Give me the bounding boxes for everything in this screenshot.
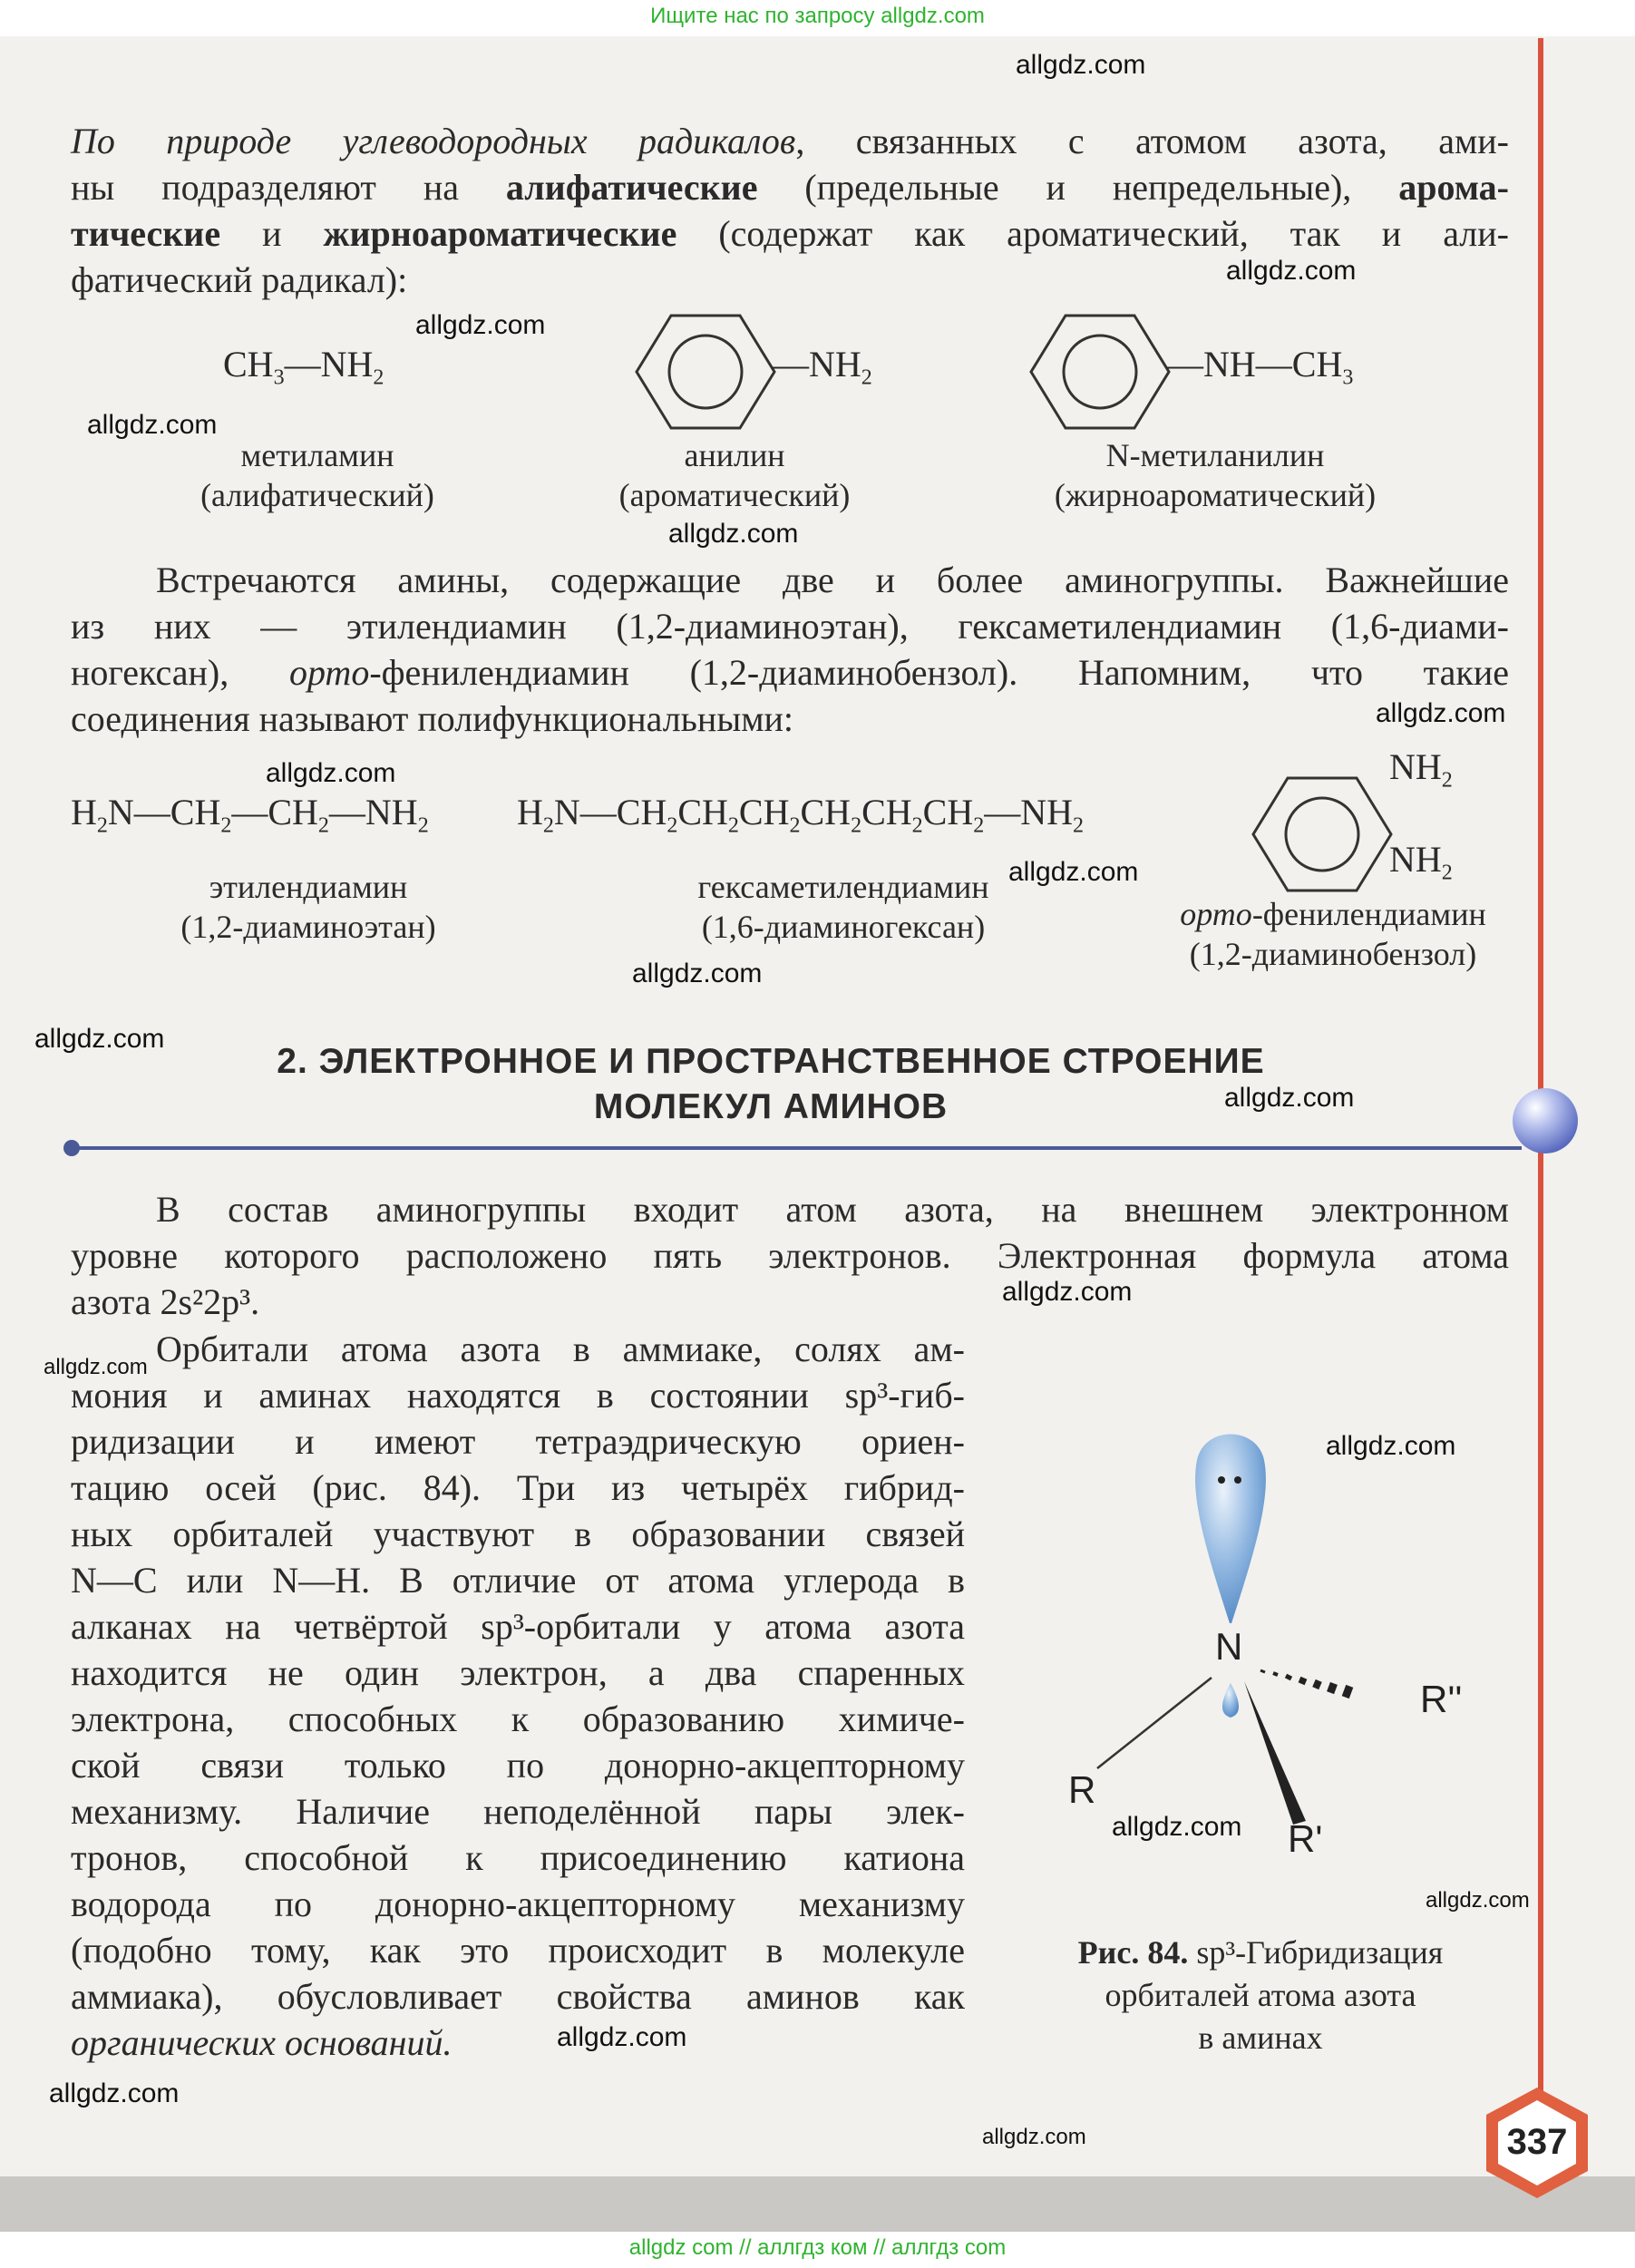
hybridization-paragraph [71,1326,965,2066]
watermark: allgdz.com [415,310,546,340]
atom-n-label: N [1215,1625,1243,1668]
watermark: allgdz.com [1226,256,1357,286]
term-aromatic: арома- [1398,167,1509,208]
heading-line: 2. ЭЛЕКТРОННОЕ И ПРОСТРАНСТВЕННОЕ СТРОЕНИЕ [277,1042,1265,1081]
watermark: allgdz.com [266,758,396,788]
watermark: allgdz.com [632,959,763,988]
substituent-r-prime: R' [1288,1817,1323,1860]
formula-part: —NH—CH [1167,344,1343,384]
polyfunctional-paragraph [71,557,1509,742]
watermark: allgdz.com [34,1024,165,1054]
para-text: ридизации и имеют тетраэдрическую ориен- [71,1421,965,1462]
term-aromatic-end: тические [71,213,221,254]
watermark: allgdz.com [1002,1277,1133,1307]
term-aliphatic: алифатические [505,167,758,208]
small-lobe [1222,1683,1239,1718]
sp3-orbital-figure [1034,1415,1469,1886]
watermark: allgdz.com [1224,1083,1355,1113]
electron-paragraph [71,1186,1509,1325]
caption-text: орбиталей атома азота [1105,1977,1416,2013]
para-text: из них — этилендиамин (1,2-диаминоэтан), гексаметилендиамин (1,6-диами- [71,606,1509,647]
formula-sub: 3 [273,365,285,390]
formula-sub: 2 [861,365,872,390]
phenylenediamine-caption [1134,894,1533,974]
section-heading [181,1039,1360,1130]
compound-name-prefix: орто [1180,896,1252,932]
formula-part: NH [1389,746,1442,787]
phenylenediamine-nh2-top [1389,745,1453,793]
compound-name: гексаметилендиамин [697,869,989,905]
compound-kind: (жирноароматический) [1054,477,1377,513]
formula-sub: 3 [1342,365,1354,390]
para-text: водорода по донорно-акцепторному механизму [71,1884,965,1924]
para-text: алканах на четвёртой sp³-орбитали у атома азота [71,1606,965,1647]
watermark: allgdz.com [668,519,799,549]
page-number-badge [1478,2084,1596,2202]
formula-sub: 2 [1441,768,1453,793]
watermark: allgdz.com [44,1355,148,1379]
compound-systematic: (1,2-диаминобензол) [1189,936,1477,972]
hexamethylenediamine-formula: $H_2N—CH_2CH_2CH_2CH_2CH_2CH_2—NH_2$ [517,792,1085,838]
compound-kind: (алифатический) [200,477,434,513]
hexamethylenediamine-caption [653,867,1034,947]
benzene-ring-aniline [635,308,780,435]
term-fatty-aromatic: жирноароматические [323,213,677,254]
para-text: В состав аминогруппы входит атом азота, на внешнем электронном [156,1189,1509,1230]
bond-r-prime [1244,1681,1306,1825]
decorative-sphere [1513,1088,1578,1153]
intro-text: (предельные и непредельные), [757,167,1399,208]
para-text: -фенилендиамин (1,2-диаминобензол). Напомним, что такие [369,652,1510,693]
para-text: Орбитали атома азота в аммиаке, солях ам- [156,1329,965,1369]
watermark: allgdz.com [982,2125,1086,2149]
para-text: находится не один электрон, а два спаренных [71,1652,965,1693]
compound-name: метиламин [240,437,394,473]
compound-systematic: (1,6-диаминогексан) [701,909,986,945]
compound-name: анилин [684,437,785,473]
para-italic: органических оснований. [71,2022,453,2063]
watermark: allgdz.com [1376,698,1506,728]
watermark: allgdz.com [1112,1812,1242,1842]
bond-r [1097,1678,1212,1768]
methylaniline-caption [1016,435,1415,515]
para-text: соединения называют полифункциональными: [71,698,794,739]
para-text: ской связи только по донорно-акцепторному [71,1745,965,1786]
intro-text: (содержат как ароматический, так и али- [676,213,1509,254]
intro-paragraph [71,118,1509,303]
substituent-r-double-prime: R'' [1420,1678,1463,1720]
para-text: электрона, способных к образованию химиче- [71,1699,965,1739]
ethylenediamine-formula: $H_2N—CH_2—CH_2—NH_2$ [71,792,429,838]
compound-systematic: (1,2-диаминоэтан) [180,909,436,945]
top-banner [0,0,1635,36]
aniline-formula [773,343,872,390]
aniline-caption [562,435,907,515]
page-margin-rule [1538,38,1543,2124]
para-text: мония и аминах находятся в состоянии sp³-гиб- [71,1375,965,1416]
methylamine-caption [136,435,499,515]
page-bottom-band [0,2176,1635,2233]
benzene-ring-phenylenediamine [1251,771,1397,898]
intro-text: фатический радикал): [71,259,408,300]
compound-kind: (ароматический) [618,477,851,513]
heading-line: МОЛЕКУЛ АМИНОВ [593,1087,949,1126]
methylamine-formula [223,343,384,390]
caption-label: Рис. 84. [1077,1934,1189,1971]
watermark: allgdz.com [1326,1431,1456,1461]
para-text: уровне которого расположено пять электронов. Электронная формула атома [71,1235,1509,1276]
ethylenediamine-caption [109,867,508,947]
watermark: allgdz.com [87,410,218,440]
substituent-r: R [1068,1768,1096,1811]
divider-end-dot [63,1140,80,1156]
page-number: 337 [1506,2122,1568,2162]
para-text: тацию осей (рис. 84). Три из четырёх гибрид- [71,1467,965,1508]
para-text: механизму. Наличие неподелённой пары элек- [71,1791,965,1832]
compound-name: этилендиамин [209,869,408,905]
para-text: азота 2s²2p³. [71,1281,260,1322]
formula-part: —NH [284,344,374,384]
intro-text: , связанных с атомом азота, ами- [795,121,1510,161]
bottom-banner-link[interactable]: allgdz com // аллгдз ком // аллгдз com [628,2235,1007,2260]
watermark: allgdz.com [1008,857,1139,887]
para-italic: орто [288,652,370,693]
watermark: allgdz.com [49,2078,180,2108]
intro-text: ны подразделяют на [71,167,506,208]
electron-dot [1218,1476,1225,1484]
bottom-banner [0,2232,1635,2268]
benzene-ring-methylaniline [1029,308,1174,435]
para-text: ногексан), [71,652,289,693]
lone-pair-lobe [1195,1435,1266,1624]
watermark: allgdz.com [557,2022,687,2052]
caption-text: в аминах [1198,2020,1323,2056]
para-text: тронов, способной к присоединению катиона [71,1837,965,1878]
intro-italic: По природе углеводородных радикалов [71,121,796,161]
formula-part: —NH [773,344,861,384]
intro-text: и [220,213,324,254]
formula-sub: 2 [373,365,384,390]
para-text: аммиака), обусловливает свойства аминов как [71,1976,965,2017]
para-text: (подобно тому, как это происходит в молекуле [71,1930,965,1971]
caption-text: sp³-Гибридизация [1196,1934,1444,1971]
watermark: allgdz.com [1016,50,1146,80]
electron-dot [1234,1476,1241,1484]
top-banner-link[interactable]: Ищите нас по запросу allgdz.com [650,4,985,28]
watermark: allgdz.com [1426,1888,1530,1913]
para-text: N—C или N—H. В отличие от атома углерода в [71,1560,965,1601]
heading-divider [71,1146,1522,1150]
methylaniline-formula [1167,343,1354,390]
formula-part: CH [223,344,274,384]
para-text: ных орбиталей участвуют в образовании связей [71,1514,965,1554]
compound-name: -фенилендиамин [1251,896,1486,932]
phenylenediamine-nh2-bottom [1389,838,1453,885]
para-text: Встречаются амины, содержащие две и более аминогруппы. Важнейшие [156,560,1509,600]
figure-caption [1034,1932,1487,2059]
formula-sub: 2 [1441,861,1453,885]
compound-name: N-метиланилин [1105,437,1325,473]
formula-part: NH [1389,839,1442,880]
bond-r-double-prime [1260,1670,1351,1693]
